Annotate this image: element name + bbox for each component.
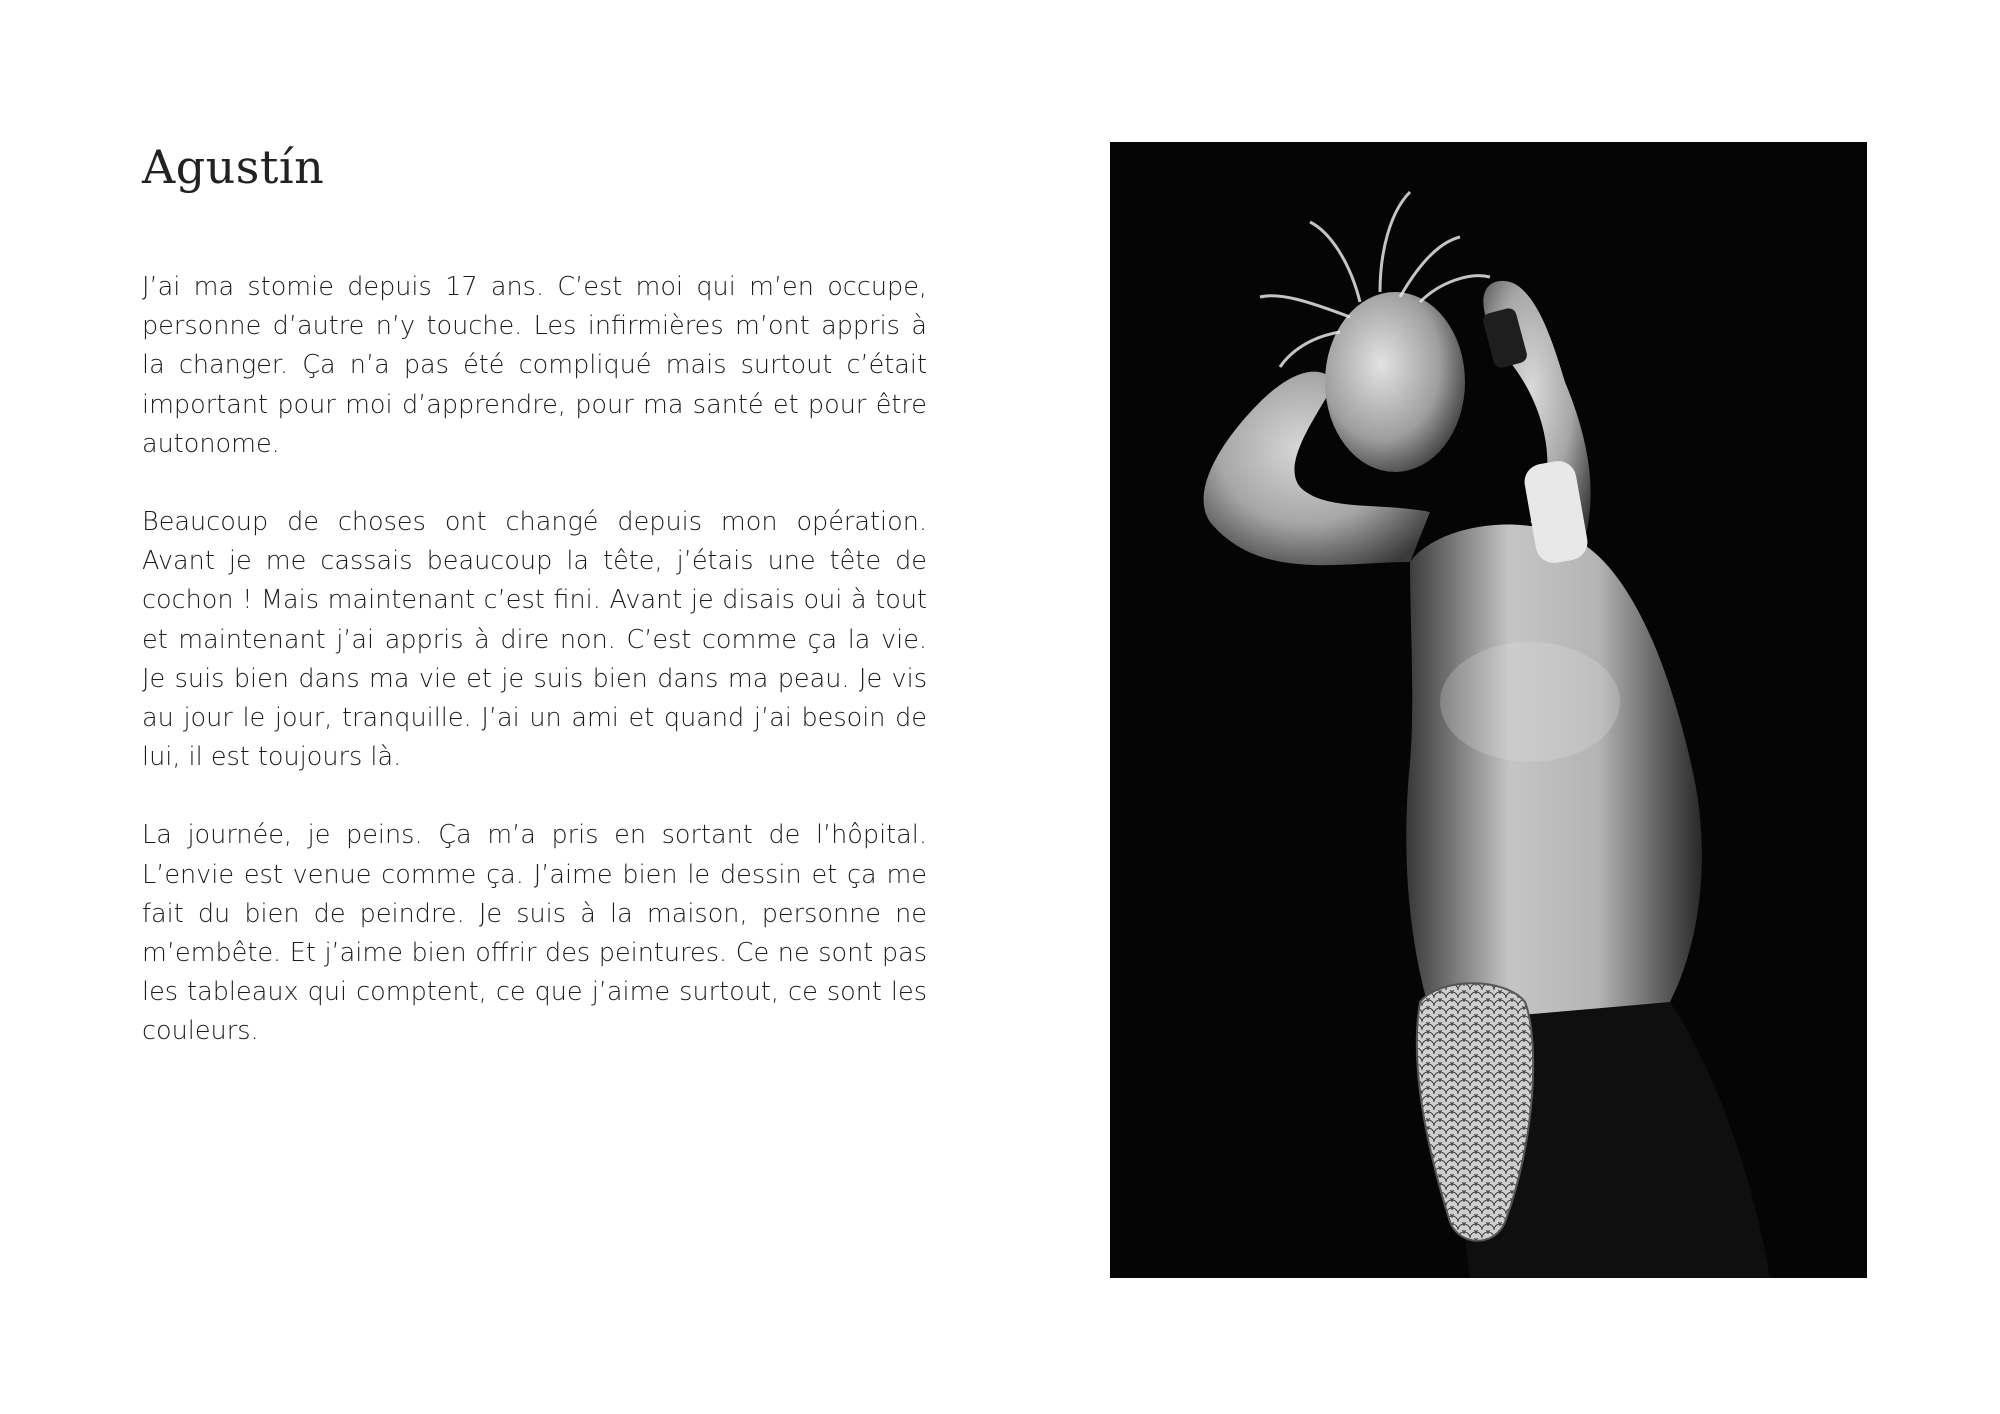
- portrait-illustration: [1110, 142, 1867, 1278]
- paragraph-2: Beaucoup de choses ont changé depuis mon opération. Avant je me cassais beaucoup la tête, j’étais une tête de cochon ! Mais maintenant c’est fini. Avant je disais oui à tout et maintenant j’ai appris à dire non. C’est comme ça la vie. Je suis bien dans ma vie et je suis bien dans ma peau. Je vis au jour le jour, tranquille. J’ai un ami et quand j’ai besoin de lui, il est toujours là.: [142, 507, 927, 773]
- text-column: [142, 268, 927, 1091]
- portrait-photo: [1110, 142, 1867, 1278]
- paragraph-3: La journée, je peins. Ça m’a pris en sortant de l’hôpital. L’envie est venue comme ça. J’aime bien le dessin et ça me fait du bien de peindre. Je suis à la maison, personne ne m’embête. Et j’aime bien offrir des peintures. Ce ne sont pas les tableaux qui comptent, ce que j’aime surtout, ce sont les couleurs.: [142, 820, 927, 1047]
- paragraph-1: J’ai ma stomie depuis 17 ans. C’est moi qui m’en occupe, personne d’autre n’y touche. Les infirmières m’ont appris à la changer. Ça n’a pas été compliqué mais surtout c’était important pour moi d’apprendre, pour ma santé et pour être autonome.: [142, 272, 927, 459]
- page-title: Agustín: [142, 140, 325, 194]
